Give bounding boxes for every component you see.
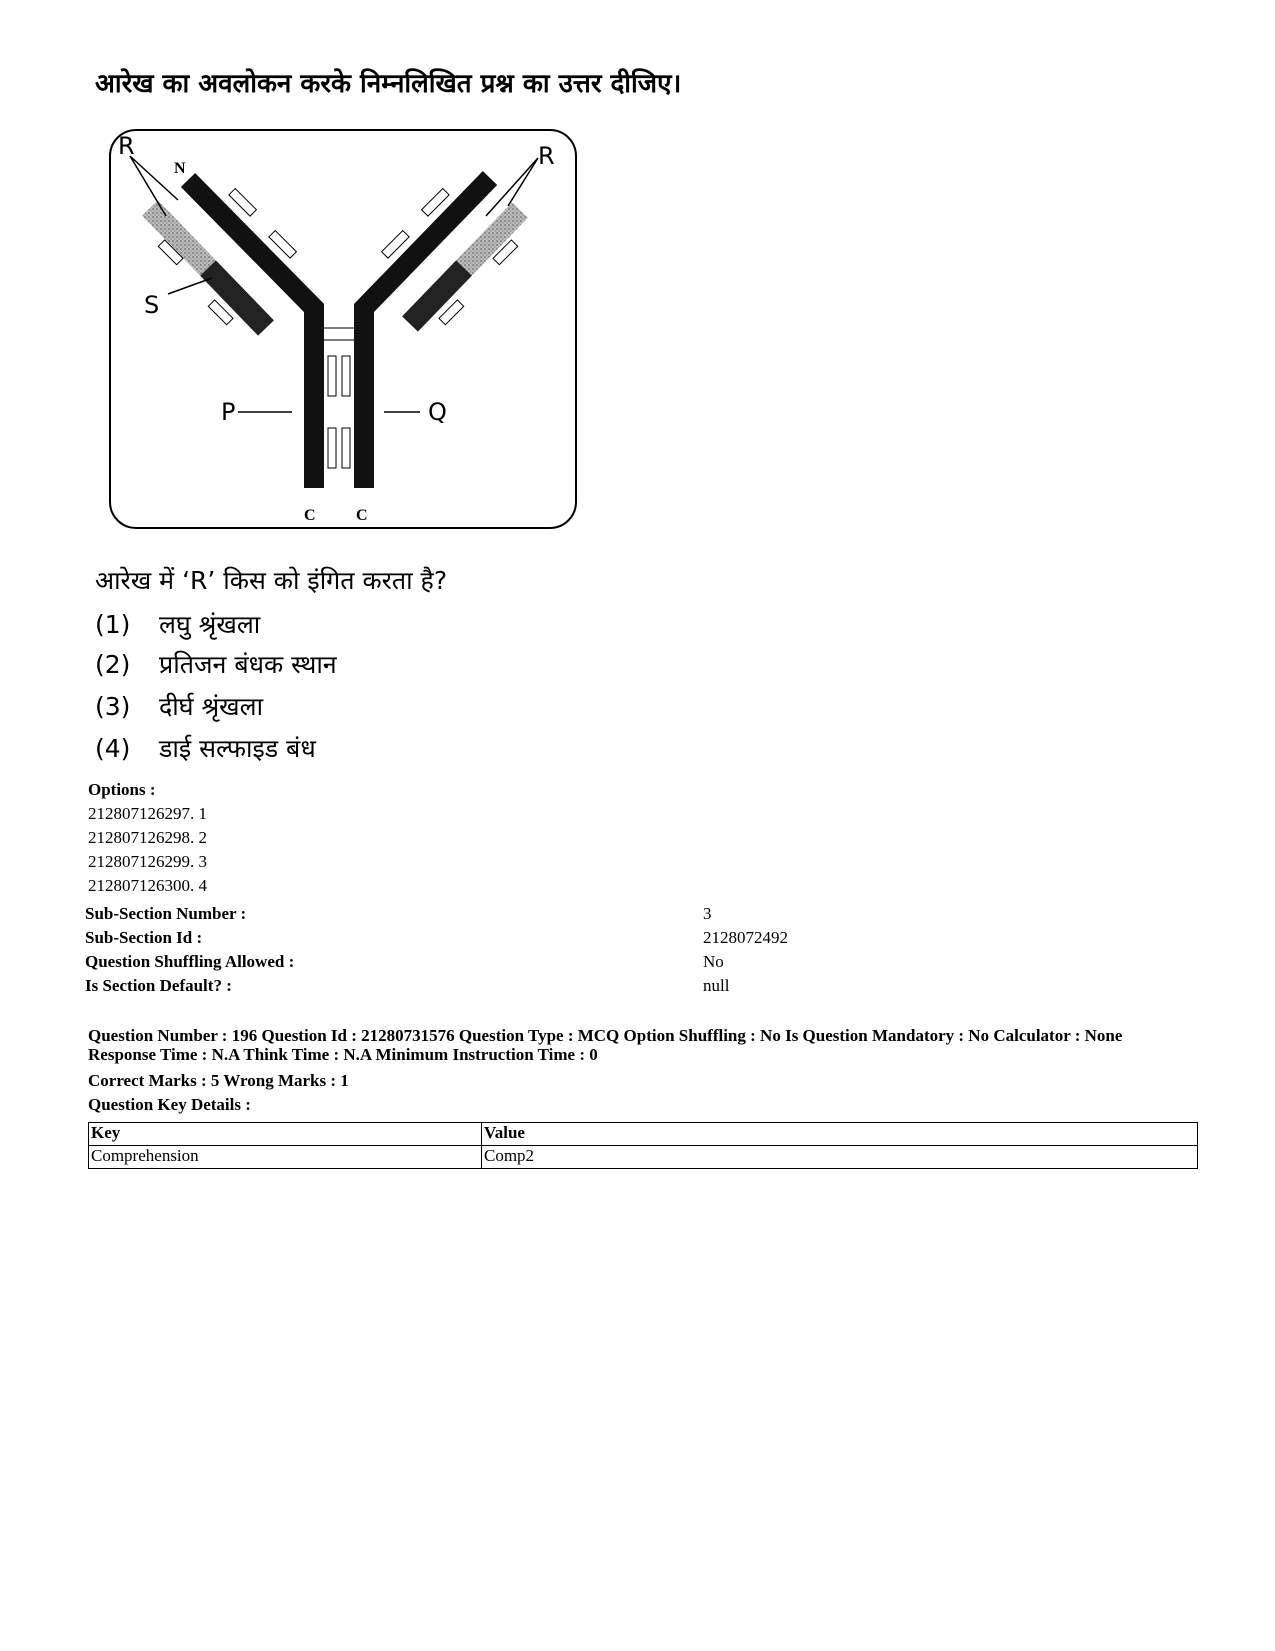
- choice-1: [95, 607, 260, 641]
- choice-3: [95, 689, 263, 723]
- label-q: Q: [428, 398, 447, 426]
- choice-text: प्रतिजन बंधक स्थान: [159, 650, 337, 679]
- choice-2: [95, 647, 337, 681]
- label-s: S: [144, 291, 160, 319]
- label-r-right: R: [538, 142, 555, 170]
- table-header-value: Value: [482, 1123, 1198, 1146]
- table-cell-value: Comp2: [482, 1146, 1198, 1169]
- option-item: 212807126300. 4: [88, 876, 207, 895]
- question-info-line-2: Response Time : N.A Think Time : N.A Minimum Instruction Time : 0: [88, 1045, 598, 1064]
- meta-value: No: [703, 952, 724, 971]
- question-text: आरेख में ‘R’ किस को इंगित करता है?: [95, 566, 448, 595]
- instruction-heading: आरेख का अवलोकन करके निम्नलिखित प्रश्न का उत्तर दीजिए।: [95, 69, 682, 99]
- choice-number: (1): [95, 610, 131, 639]
- choice-number: (4): [95, 734, 131, 763]
- antibody-diagram: [108, 128, 580, 532]
- choice-text: डाई सल्फाइड बंध: [159, 734, 316, 763]
- label-n: N: [174, 160, 186, 177]
- meta-key: Sub-Section Number :: [85, 904, 247, 923]
- question-key-table: [88, 1122, 1198, 1169]
- table-row: [89, 1146, 1198, 1169]
- choice-text: दीर्घ श्रृंखला: [159, 692, 264, 721]
- label-p: P: [221, 398, 236, 426]
- meta-key: Is Section Default? :: [85, 976, 232, 995]
- option-item: 212807126298. 2: [88, 828, 207, 847]
- meta-key: Question Shuffling Allowed :: [85, 952, 295, 971]
- choice-text: लघु श्रृंखला: [159, 610, 261, 639]
- choice-number: (2): [95, 650, 131, 679]
- marks-line: Correct Marks : 5 Wrong Marks : 1: [88, 1071, 349, 1090]
- question-info-line-1: Question Number : 196 Question Id : 21280731576 Question Type : MCQ Option Shuffling : No Is Question Mandatory : No Calculator : None: [88, 1026, 1123, 1045]
- option-item: 212807126297. 1: [88, 804, 207, 823]
- table-header-key: Key: [89, 1123, 482, 1146]
- meta-value: 3: [703, 904, 712, 923]
- label-r-left: R: [118, 132, 135, 160]
- meta-key: Sub-Section Id :: [85, 928, 203, 947]
- table-header-row: [89, 1123, 1198, 1146]
- key-details-label: Question Key Details :: [88, 1095, 251, 1114]
- label-c-left: C: [304, 507, 316, 524]
- choice-number: (3): [95, 692, 131, 721]
- option-item: 212807126299. 3: [88, 852, 207, 871]
- options-label: Options :: [88, 780, 156, 799]
- choice-4: [95, 731, 316, 765]
- table-cell-key: Comprehension: [89, 1146, 482, 1169]
- meta-value: 2128072492: [703, 928, 788, 947]
- meta-value: null: [703, 976, 730, 995]
- label-c-right: C: [356, 507, 368, 524]
